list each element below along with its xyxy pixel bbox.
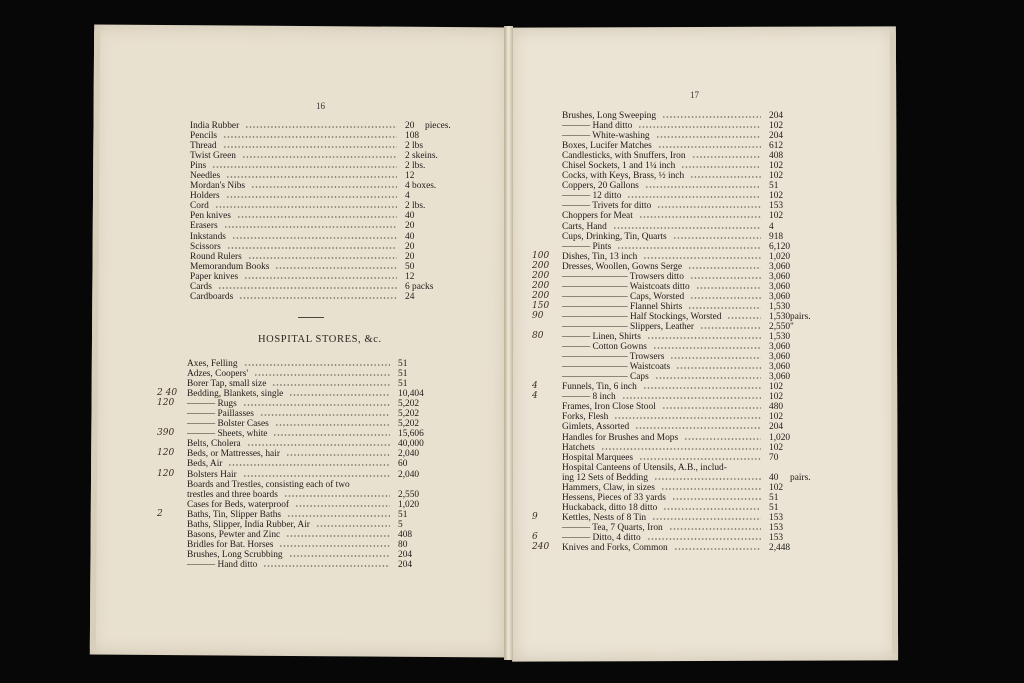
item-quantity: 3,060 [769, 362, 791, 373]
item-quantity: 51 [769, 492, 779, 503]
item-quantity: 5,202 [398, 419, 420, 430]
item-quantity: 2,040 [398, 469, 420, 480]
item-name: ——— Bolster Cases [187, 419, 269, 430]
item-name: Pins [190, 161, 207, 172]
item-name: Chisel Sockets, 1 and 1¼ inch [562, 161, 676, 172]
item-quantity: 51 [398, 509, 408, 520]
item-quantity: 1,530 [769, 301, 791, 312]
item-name: Scissors [190, 241, 221, 252]
dot-leader [295, 505, 390, 507]
item-name: Belts, Cholera [187, 439, 241, 450]
dot-leader [279, 545, 390, 547]
dot-leader [218, 287, 397, 289]
item-name: Hessens, Pieces of 33 yards [562, 492, 666, 503]
dot-leader [286, 454, 390, 456]
dot-leader [688, 267, 761, 269]
item-quantity: 51 [398, 369, 408, 380]
item-quantity: 2 lbs. [405, 161, 426, 172]
item-quantity: 153 [769, 532, 784, 543]
item-name: Brushes, Long Sweeping [562, 111, 657, 121]
dot-leader [661, 488, 761, 490]
dot-leader [286, 535, 390, 537]
item-name: Pencils [190, 131, 218, 142]
item-quantity: 204 [398, 549, 413, 560]
dot-leader [245, 126, 397, 128]
item-quantity: 4 [769, 221, 774, 232]
item-quantity: 102 [769, 211, 784, 222]
page-edge [890, 32, 898, 654]
dot-leader [635, 427, 761, 429]
dot-leader [670, 357, 761, 359]
dot-leader [663, 508, 761, 510]
dot-leader [223, 146, 397, 148]
dot-leader [287, 515, 390, 517]
handwritten-note: 4 [532, 381, 538, 392]
dot-leader [654, 478, 761, 480]
item-name: ——————— Half Stockings, Worsted [562, 311, 722, 322]
handwritten-note: 120 [157, 468, 175, 479]
item-name: ——— 8 inch [562, 392, 616, 403]
dot-leader [655, 377, 761, 379]
item-quantity: 20 [405, 121, 415, 131]
item-name: Bedding, Blankets, single [187, 389, 284, 400]
item-name: Erasers [190, 221, 218, 232]
item-name: ——————— Caps, Worsted [562, 291, 685, 302]
item-quantity: 3,060 [769, 372, 791, 383]
item-quantity: 15,606 [398, 429, 424, 440]
item-name: Frames, Iron Close Stool [562, 402, 656, 413]
dot-leader [224, 226, 397, 228]
dot-leader [212, 166, 397, 168]
handwritten-note: 390 [157, 428, 175, 439]
item-name: Axes, Felling [187, 359, 238, 369]
item-name: Candlesticks, with Snuffers, Iron [562, 151, 686, 162]
item-name: Carts, Hand [562, 221, 607, 232]
item-name: Twist Green [190, 151, 236, 162]
dot-leader [638, 126, 761, 128]
handwritten-note: 2 [157, 508, 163, 519]
item-name: ——— White-washing [562, 131, 650, 142]
item-name: ——————— Waistcoats [562, 362, 671, 373]
dot-leader [248, 257, 397, 259]
item-quantity: 153 [769, 512, 784, 523]
dot-leader [237, 216, 397, 218]
item-quantity: 3,060 [769, 342, 791, 353]
item-quantity: 10,404 [398, 389, 424, 400]
item-quantity: 4 [405, 191, 410, 202]
handwritten-note: 100 [532, 250, 550, 261]
item-name: Round Rulers [190, 251, 242, 262]
item-name: Cards [190, 281, 212, 292]
section-rule [298, 317, 324, 318]
item-name: ——— Linen, Shirts [562, 332, 641, 343]
item-name: Holders [190, 191, 220, 202]
item-name: Borer Tap, small size [187, 379, 267, 390]
item-name: Beds, Air [187, 459, 223, 470]
item-quantity: 204 [398, 559, 413, 570]
item-name: ——— 12 ditto [562, 191, 622, 202]
item-name: Bolsters Hair [187, 469, 237, 480]
handwritten-note: 200 [532, 280, 550, 291]
item-name: ——— Ditto, 4 ditto [562, 532, 641, 543]
dot-leader [658, 146, 761, 148]
item-name: ——— Hand ditto [187, 559, 258, 570]
handwritten-note: 2 40 [157, 388, 178, 399]
dot-leader [316, 525, 390, 527]
item-name: Gimlets, Assorted [562, 422, 630, 433]
item-name: Huckaback, ditto 18 ditto [562, 502, 658, 513]
item-name: India Rubber [190, 121, 240, 131]
dot-leader [645, 186, 761, 188]
page-number-left: 16 [316, 101, 325, 111]
handwritten-note: 200 [532, 260, 550, 271]
item-name: Cups, Drinking, Tin, Quarts [562, 231, 667, 242]
dot-leader [700, 327, 761, 329]
item-quantity: 408 [398, 529, 413, 540]
item-name: ——————— Trowsers ditto [562, 271, 684, 282]
item-quantity: 70 [769, 452, 779, 463]
dot-leader [614, 417, 761, 419]
item-name: ——— Paillasses [187, 409, 254, 420]
item-name: ——— Cotton Gowns [562, 342, 647, 353]
item-quantity: 2,448 [769, 543, 791, 554]
item-quantity: 102 [769, 191, 784, 202]
item-quantity: 5,202 [398, 409, 420, 420]
item-quantity: 50 [405, 261, 415, 272]
dot-leader [275, 267, 397, 269]
item-quantity: 153 [769, 522, 784, 533]
item-quantity: 3,060 [769, 281, 791, 292]
dot-leader [688, 307, 761, 309]
handwritten-note: 200 [532, 290, 550, 301]
item-name: Forks, Flesh [562, 412, 609, 423]
item-quantity: 102 [769, 171, 784, 182]
item-unit: " [790, 321, 794, 332]
item-name: ——————— Caps [562, 372, 649, 383]
dot-leader [662, 407, 761, 409]
dot-leader [653, 347, 761, 349]
item-name: ——— Pints [562, 241, 612, 252]
item-quantity: 51 [398, 359, 408, 369]
handwritten-note: 90 [532, 310, 544, 321]
item-name: Adzes, Coopers' [187, 369, 249, 380]
item-quantity: 12 [405, 271, 415, 282]
dot-leader [657, 206, 761, 208]
dot-leader [696, 287, 761, 289]
dot-leader [622, 397, 761, 399]
dot-leader [273, 434, 390, 436]
item-name: Kettles, Nests of 8 Tin [562, 512, 647, 523]
dot-leader [627, 196, 761, 198]
item-quantity: 6 packs [405, 281, 434, 292]
item-name: Cardboards [190, 291, 234, 302]
item-name: trestles and three boards [187, 489, 278, 500]
dot-leader [232, 237, 397, 239]
dot-leader [690, 277, 761, 279]
item-name: ing 12 Sets of Bedding [562, 472, 648, 483]
dot-leader [692, 156, 761, 158]
page-number-right: 17 [690, 90, 699, 100]
item-name: Dresses, Woollen, Gowns Serge [562, 261, 682, 272]
dot-leader [242, 156, 397, 158]
item-name: Knives and Forks, Common [562, 543, 668, 554]
dot-leader [260, 414, 390, 416]
dot-leader [669, 528, 761, 530]
section-heading: HOSPITAL STORES, &c. [258, 334, 382, 345]
dot-leader [639, 216, 761, 218]
dot-leader [639, 458, 761, 460]
dot-leader [247, 444, 390, 446]
item-name: ——— Trivets for ditto [562, 201, 652, 212]
dot-leader [227, 247, 397, 249]
dot-leader [244, 277, 397, 279]
item-name: ——— Sheets, white [187, 429, 268, 440]
dot-leader [243, 475, 390, 477]
dot-leader [275, 424, 390, 426]
book-gutter [504, 26, 513, 660]
item-name: Pen knives [190, 211, 231, 222]
item-quantity: 408 [769, 151, 784, 162]
item-name: Inkstands [190, 231, 226, 242]
item-quantity: 102 [769, 482, 784, 493]
item-quantity: 1,020 [769, 251, 791, 262]
dot-leader [272, 384, 390, 386]
dot-leader [289, 555, 390, 557]
item-name: Hospital Marquees [562, 452, 634, 463]
dot-leader [690, 176, 761, 178]
dot-leader [284, 495, 390, 497]
item-quantity: 204 [769, 111, 784, 121]
item-quantity: 102 [769, 161, 784, 172]
dot-leader [601, 448, 761, 450]
handwritten-note: 80 [532, 331, 544, 342]
item-name: Mordan's Nibs [190, 181, 246, 192]
item-quantity: 102 [769, 412, 784, 423]
item-name: ——— Rugs [187, 399, 237, 410]
dot-leader [263, 565, 390, 567]
item-name: Baths, Slipper, India Rubber, Air [187, 519, 310, 530]
item-quantity: 24 [405, 291, 415, 302]
dot-leader [251, 186, 397, 188]
item-name: Needles [190, 171, 221, 182]
dot-leader [228, 464, 390, 466]
item-quantity: 5,202 [398, 399, 420, 410]
dot-leader [647, 337, 761, 339]
item-quantity: 102 [769, 442, 784, 453]
dot-leader [244, 364, 390, 366]
item-quantity: 2 skeins. [405, 151, 438, 162]
item-name: Thread [190, 141, 217, 152]
item-quantity: 51 [398, 379, 408, 390]
handwritten-note: 4 [532, 391, 538, 402]
item-quantity: 2,550 [398, 489, 420, 500]
dot-leader [681, 166, 761, 168]
item-quantity: 612 [769, 141, 784, 152]
item-quantity: 3,060 [769, 261, 791, 272]
item-quantity: 2,040 [398, 449, 420, 460]
item-quantity: 2,550 [769, 321, 791, 332]
item-name: Dishes, Tin, 13 inch [562, 251, 638, 262]
item-name: Baths, Tin, Slipper Baths [187, 509, 282, 520]
item-quantity: 1,020 [769, 432, 791, 443]
item-quantity: 51 [769, 181, 779, 192]
item-quantity: 40,000 [398, 439, 424, 450]
item-quantity: 204 [769, 422, 784, 433]
item-name: Bridles for Bat. Horses [187, 539, 274, 550]
item-name: Cases for Beds, waterproof [187, 499, 290, 510]
item-quantity: 108 [405, 131, 420, 142]
item-quantity: 918 [769, 231, 784, 242]
item-quantity: 20 [405, 241, 415, 252]
item-name: ——— Hand ditto [562, 121, 633, 132]
item-name: Beds, or Mattresses, hair [187, 449, 280, 460]
item-quantity: 6,120 [769, 241, 791, 252]
dot-leader [243, 404, 390, 406]
item-name: Hatchets [562, 442, 595, 453]
item-quantity: 80 [398, 539, 408, 550]
dot-leader [289, 394, 390, 396]
handwritten-note: 120 [157, 398, 175, 409]
dot-leader [656, 136, 761, 138]
item-quantity: 40 [769, 472, 779, 483]
item-name: Boards and Trestles, consisting each of two [187, 479, 350, 490]
item-quantity: 4 boxes. [405, 181, 437, 192]
dot-leader [643, 257, 761, 259]
item-name: ——————— Flannel Shirts [562, 301, 683, 312]
item-name: Brushes, Long Scrubbing [187, 549, 283, 560]
item-quantity: 1,020 [398, 499, 420, 510]
handwritten-note: 200 [532, 270, 550, 281]
item-name: Hammers, Claw, in sizes [562, 482, 655, 493]
dot-leader [226, 196, 397, 198]
dot-leader [662, 116, 761, 118]
item-unit: pairs. [790, 472, 811, 483]
item-quantity: 480 [769, 402, 784, 413]
dot-leader [674, 548, 761, 550]
dot-leader [727, 317, 761, 319]
item-name: Paper knives [190, 271, 239, 282]
page-edge [90, 31, 100, 649]
dot-leader [617, 247, 761, 249]
item-name: Handles for Brushes and Mops [562, 432, 679, 443]
dot-leader [215, 206, 397, 208]
handwritten-note: 240 [532, 542, 550, 553]
item-quantity: 40 [405, 211, 415, 222]
item-quantity: 102 [769, 382, 784, 393]
handwritten-note: 6 [532, 531, 538, 542]
item-quantity: 51 [769, 502, 779, 513]
item-quantity: 102 [769, 392, 784, 403]
item-quantity: 20 [405, 251, 415, 262]
item-name: Basons, Pewter and Zinc [187, 529, 281, 540]
handwritten-note: 150 [532, 300, 550, 311]
item-quantity: 3,060 [769, 291, 791, 302]
item-quantity: 204 [769, 131, 784, 142]
item-name: Funnels, Tin, 6 inch [562, 382, 637, 393]
item-quantity: 2 lbs [405, 141, 423, 152]
item-quantity: 12 [405, 171, 415, 182]
item-quantity: 1,530 [769, 311, 791, 322]
dot-leader [647, 538, 761, 540]
item-quantity: 40 [405, 231, 415, 242]
item-quantity: 153 [769, 201, 784, 212]
item-unit: pieces. [425, 121, 451, 131]
item-quantity: 102 [769, 121, 784, 132]
dot-leader [673, 237, 761, 239]
item-quantity: 20 [405, 221, 415, 232]
dot-leader [690, 297, 761, 299]
item-name: ——————— Waistcoats ditto [562, 281, 690, 292]
item-name: Cord [190, 201, 209, 212]
dot-leader [239, 297, 397, 299]
handwritten-note: 9 [532, 511, 538, 522]
item-quantity: 1,530 [769, 332, 791, 343]
item-name: Hospital Canteens of Utensils, A.B., includ- [562, 462, 727, 473]
dot-leader [613, 227, 761, 229]
item-name: Cocks, with Keys, Brass, ½ inch [562, 171, 685, 182]
item-name: Choppers for Meat [562, 211, 633, 222]
item-quantity: 2 lbs. [405, 201, 426, 212]
dot-leader [684, 438, 761, 440]
dot-leader [676, 367, 761, 369]
dot-leader [223, 136, 397, 138]
item-name: ——— Tea, 7 Quarts, Iron [562, 522, 663, 533]
item-quantity: 60 [398, 459, 408, 470]
item-name: Coppers, 20 Gallons [562, 181, 639, 192]
item-quantity: 5 [398, 519, 403, 530]
dot-leader [652, 518, 761, 520]
item-name: Boxes, Lucifer Matches [562, 141, 652, 152]
handwritten-note: 120 [157, 448, 175, 459]
dot-leader [254, 374, 390, 376]
dot-leader [643, 387, 761, 389]
item-quantity: 3,060 [769, 352, 791, 363]
dot-leader [226, 176, 397, 178]
item-unit: pairs. [790, 311, 811, 322]
item-name: ——————— Trowsers [562, 352, 665, 363]
item-name: Memorandum Books [190, 261, 270, 272]
dot-leader [672, 498, 761, 500]
item-name: ——————— Slippers, Leather [562, 321, 695, 332]
item-quantity: 3,060 [769, 271, 791, 282]
